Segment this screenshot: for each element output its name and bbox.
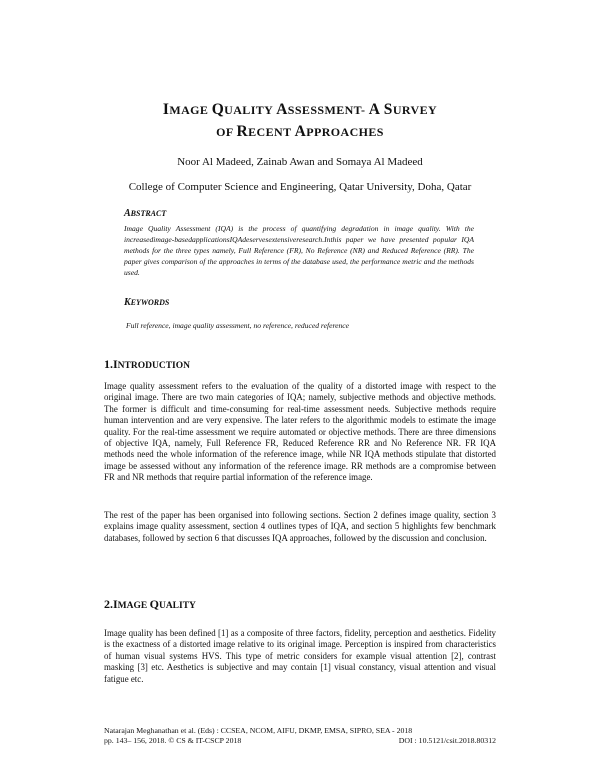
- footer-proceedings: Natarajan Meghanathan et al. (Eds) : CCSEA, NCOM, AIFU, DKMP, EMSA, SIPRO, SEA - 2018: [104, 726, 413, 735]
- footer-doi: DOI : 10.5121/csit.2018.80312: [398, 736, 496, 745]
- section-2-heading: 2.IMAGE QUALITY: [104, 597, 196, 611]
- page-footer: [104, 726, 496, 746]
- section-1-paragraph-1: Image quality assessment refers to the evaluation of the quality of a distorted image with respect to the original image. There are two main categories of IQA; namely, subjective methods and objective methods. The former is difficult and time-consuming for real-time assessment needs. Subjective methods require human intervention and are very expensive. The later refers to the algorithmic models to estimate the image quality. For the real-time assessment we require automated or objective methods. There are three dimensions of objective IQA, namely, Full Reference FR, Reduced Reference RR and No Reference NR. FR IQA methods need the whole information of the reference image, while NR IQA methods stipulate that distorted image be assessed without any information of the reference image. RR methods are a compromise between FR and NR methods that require partial information of the reference image.: [104, 381, 496, 483]
- affiliation: College of Computer Science and Engineering, Qatar University, Doha, Qatar: [128, 181, 472, 193]
- paper-title-line-1: IMAGE QUALITY ASSESSMENT- A SURVEY: [162, 101, 438, 118]
- section-1-heading: 1.INTRODUCTION: [104, 357, 190, 371]
- abstract-heading: ABSTRACT: [124, 208, 167, 219]
- section-1-paragraph-2: The rest of the paper has been organised into following sections. Section 2 defines image quality, section 3 explains image quality assessment, section 4 outlines types of IQA, and section 5 highlights few benchmark databases, followed by section 6 that discusses IQA approaches, followed by the discussion and conclusion.: [104, 510, 496, 543]
- authors: Noor Al Madeed, Zainab Awan and Somaya Al Madeed: [177, 156, 423, 168]
- abstract-text: Image Quality Assessment (IQA) is the process of quantifying degradation in image quality. With the increasedimage-basedapplicationsIQAdeservesextensiveresearch.Inthis paper we have presented popular IQA methods for the three types namely, Full Reference (FR), No Reference (NR) and Reduced Reference (RR). The paper gives comparison of the approaches in terms of the database used, the performance metric and the methods used.: [124, 224, 474, 277]
- keywords-heading: KEYWORDS: [124, 297, 170, 308]
- footer-pages: pp. 143– 156, 2018. © CS & IT-CSCP 2018: [104, 736, 242, 745]
- section-2-paragraph-1: Image quality has been defined [1] as a composite of three factors, fidelity, perception and aesthetics. Fidelity is the exactness of a distorted image relative to its original image. Perception is inspired from characteristics of human visual systems HVS. This type of metric considers for example visual attention [2], contrast masking [3] etc. Aesthetics is subjective and may contain [1] visual constancy, visual attention and visual fatigue etc.: [104, 628, 496, 684]
- keywords-text: Full reference, image quality assessment, no reference, reduced reference: [126, 321, 350, 330]
- paper-title-line-2: OF RECENT APPROACHES: [216, 123, 384, 140]
